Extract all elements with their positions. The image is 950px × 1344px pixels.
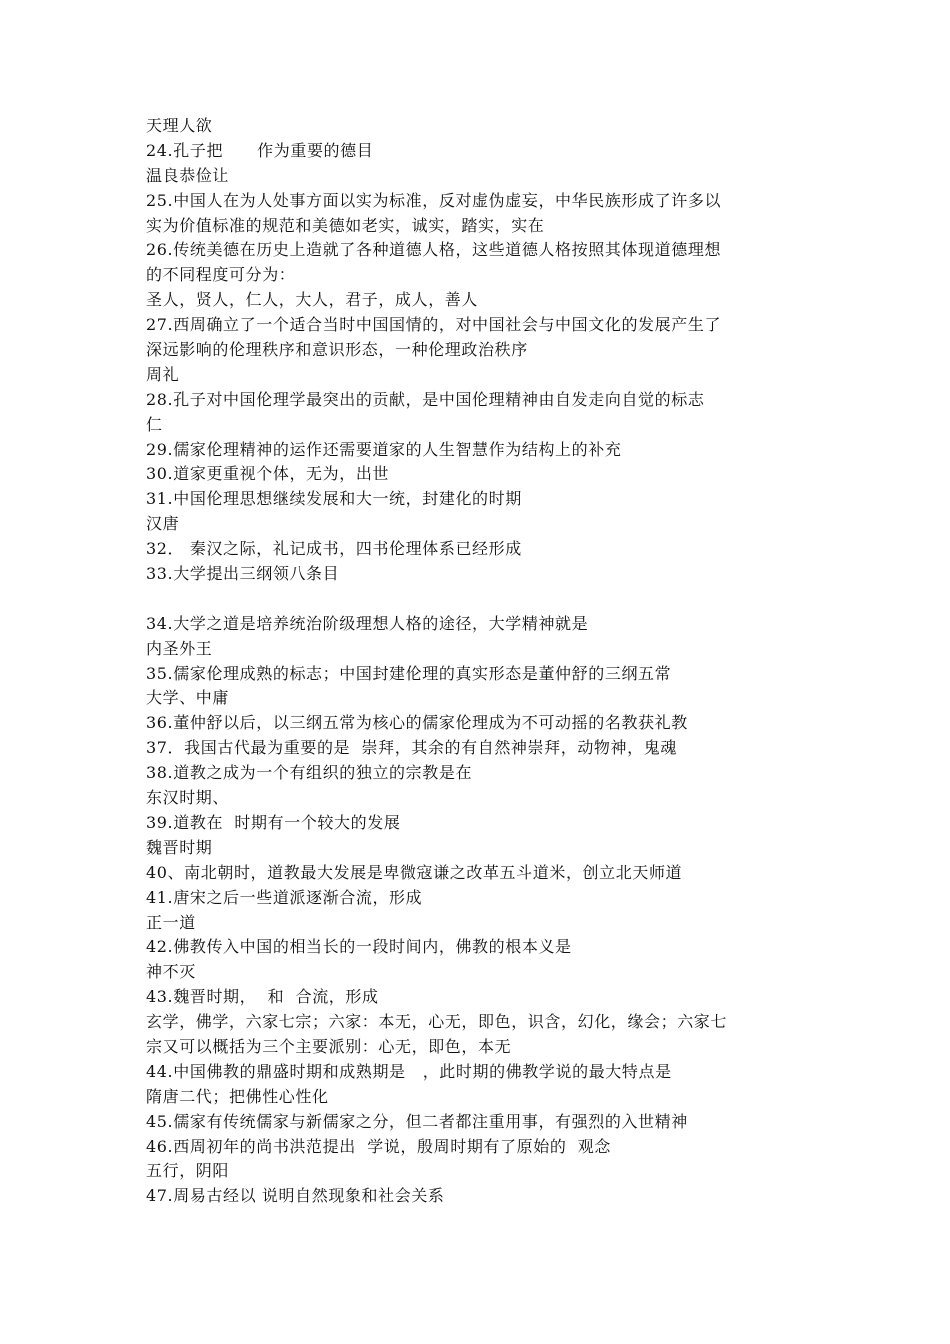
text-line: 仁 (146, 414, 163, 434)
text-line: 玄学，佛学，六家七宗；六家：本无，心无，即色，识含，幻化，缘会；六家七 (146, 1012, 728, 1032)
text-line: 正一道 (146, 912, 196, 932)
text-line: 44.中国佛教的鼎盛时期和成熟期是 ，此时期的佛教学说的最大特点是 (146, 1061, 672, 1081)
text-line: 35.儒家伦理成熟的标志；中国封建伦理的真实形态是董仲舒的三纲五常 (146, 663, 672, 683)
text-line: 32． 秦汉之际，礼记成书，四书伦理体系已经形成 (146, 539, 522, 559)
text-line: 46.西周初年的尚书洪范提出 学说，殷周时期有了原始的 观念 (146, 1136, 611, 1156)
text-line: 38.道教之成为一个有组织的独立的宗教是在 (146, 763, 473, 783)
text-line: 的不同程度可分为： (146, 265, 296, 285)
text-line: 29.儒家伦理精神的运作还需要道家的人生智慧作为结构上的补充 (146, 439, 622, 459)
document-body (146, 114, 816, 1209)
text-line: 26.传统美德在历史上造就了各种道德人格，这些道德人格按照其体现道德理想 (146, 240, 722, 260)
text-line: 魏晋时期 (146, 837, 213, 857)
text-line: 45.儒家有传统儒家与新儒家之分，但二者都注重用事，有强烈的入世精神 (146, 1111, 688, 1131)
text-line: 30.道家更重视个体，无为，出世 (146, 464, 390, 484)
text-line: 34.大学之道是培养统治阶级理想人格的途径，大学精神就是 (146, 613, 589, 633)
text-line: 40、南北朝时，道教最大发展是卑微寇谦之改革五斗道米，创立北天师道 (146, 862, 683, 882)
text-line: 内圣外王 (146, 638, 213, 658)
text-line: 47.周易古经以 说明自然现象和社会关系 (146, 1186, 445, 1206)
text-line: 33.大学提出三纲领八条目 (146, 564, 340, 584)
text-line: 隋唐二代；把佛性心性化 (146, 1086, 329, 1106)
text-line: 大学、中庸 (146, 688, 230, 708)
text-line: 39.道教在 时期有一个较大的发展 (146, 812, 401, 832)
text-line: 神不灭 (146, 962, 196, 982)
text-line: 37．我国古代最为重要的是 崇拜，其余的有自然神崇拜，动物神，鬼魂 (146, 738, 677, 758)
text-line: 五行，阴阳 (146, 1161, 230, 1181)
text-line: 42.佛教传入中国的相当长的一段时间内，佛教的根本义是 (146, 937, 572, 957)
text-line: 31.中国伦理思想继续发展和大一统，封建化的时期 (146, 489, 522, 509)
text-line: 27.西周确立了一个适合当时中国国情的，对中国社会与中国文化的发展产生了 (146, 315, 722, 335)
text-line: 深远影响的伦理秩序和意识形态，一种伦理政治秩序 (146, 340, 528, 360)
blank-line (146, 587, 816, 612)
text-line: 周礼 (146, 364, 180, 384)
text-line: 25.中国人在为人处事方面以实为标准，反对虚伪虚妄，中华民族形成了许多以 (146, 190, 722, 210)
text-line: 28.孔子对中国伦理学最突出的贡献，是中国伦理精神由自发走向自觉的标志 (146, 389, 705, 409)
text-line: 宗又可以概括为三个主要派别：心无，即色，本无 (146, 1036, 512, 1056)
text-line: 实为价值标准的规范和美德如老实，诚实，踏实，实在 (146, 215, 545, 235)
text-line: 36.董仲舒以后，以三纲五常为核心的儒家伦理成为不可动摇的名教获礼教 (146, 713, 688, 733)
text-line: 圣人，贤人，仁人，大人，君子，成人，善人 (146, 290, 479, 310)
text-line: 24.孔子把 作为重要的德目 (146, 140, 374, 160)
text-line: 温良恭俭让 (146, 165, 230, 185)
text-line: 43.魏晋时期， 和 合流，形成 (146, 987, 379, 1007)
text-line: 41.唐宋之后一些道派逐渐合流，形成 (146, 887, 423, 907)
text-line: 天理人欲 (146, 116, 213, 135)
text-line: 汉唐 (146, 514, 180, 534)
text-line: 东汉时期、 (146, 788, 230, 808)
